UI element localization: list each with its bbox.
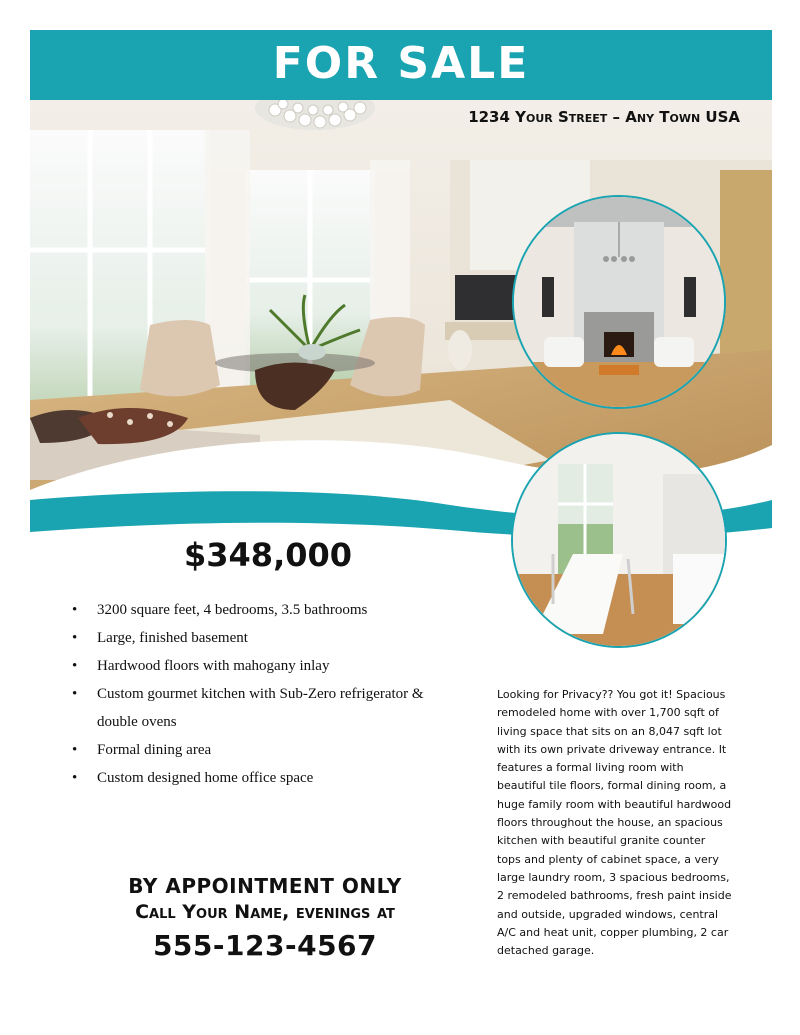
property-address: 1234 Your Street – Any Town USA: [468, 108, 740, 126]
feature-item: • 3200 square feet, 4 bedrooms, 3.5 bathrooms: [68, 596, 468, 624]
dining-room-photo: [511, 432, 727, 648]
living-room-photo: [512, 195, 726, 409]
call-line: Call Your Name, evenings at: [135, 901, 395, 923]
feature-list: [68, 596, 468, 792]
listing-price: $348,000: [184, 536, 353, 574]
feature-item: • Formal dining area: [68, 736, 468, 764]
property-description: Looking for Privacy?? You got it! Spacious remodeled home with over 1,700 sqft of living space that sits on an 8,047 sqft lot with its own private driveway entrance. It features a formal living room with beautiful tile floors, formal dining room, a huge family room with beautiful hardwood floors throughout the house, an spacious kitchen with beautiful granite counter tops and plenty of cabinet space, a very large laundry room, 3 spacious bedrooms, 2 remodeled bathrooms, fresh paint inside and outside, upgraded windows, central A/C and heat unit, copper plumbing, 2 car detached garage.: [497, 688, 732, 958]
feature-item: • Custom designed home office space: [68, 764, 468, 792]
feature-item: • Hardwood floors with mahogany inlay: [68, 652, 468, 680]
banner-title: FOR SALE: [272, 38, 530, 89]
appointment-note: BY APPOINTMENT ONLY: [128, 874, 402, 898]
phone-number: 555-123-4567: [152, 929, 378, 962]
header-banner: [30, 30, 772, 100]
feature-item: • Custom gourmet kitchen with Sub-Zero refrigerator & double ovens: [68, 680, 468, 736]
feature-item: • Large, finished basement: [68, 624, 468, 652]
contact-block: [70, 874, 460, 962]
